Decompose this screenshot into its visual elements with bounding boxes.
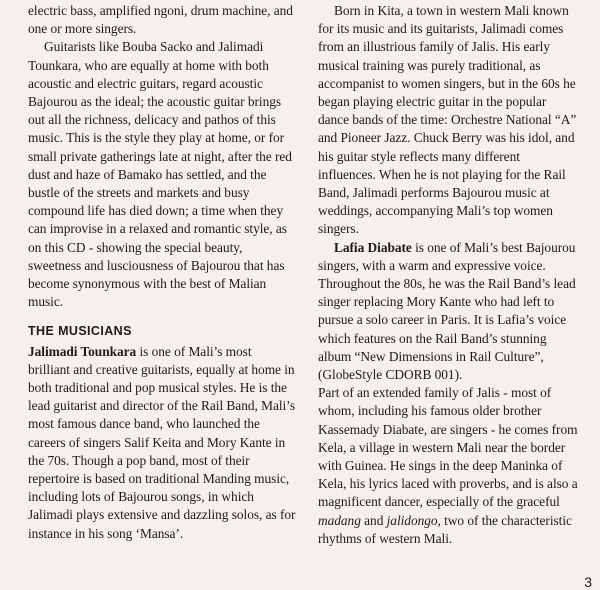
jalimadi-text: is one of Mali’s most brilliant and creative guitarists, equally at home in both traditional and pop musical styles. He is the lead guitarist and director of the Rail Band, Mali’s most famous dance band, who launched the careers of singers Salif Keita and Mory Kante in the 70s. Though a pop band, most of their repertoire is based on traditional Manding music, including lots of Bajourou songs, in which Jalimadi plays extensive and dazzling solos, as for instance in his song ‘Mansa’. (28, 343, 296, 541)
family-text-c: , two of the characteristic rhythms of western Mali. (318, 512, 572, 546)
rhythm-jalidongo: jalidongo (386, 512, 438, 528)
right-column (318, 2, 580, 548)
musician-name-jalimadi: Jalimadi Tounkara (28, 343, 137, 359)
lafia-text: is one of Mali’s best Bajourou singers, with a warm and expressive voice. Throughout the 80s, he was the Rail Band’s lead singer replacing Mory Kante who had left to pursue a solo career in Paris. It is Lafia’s voice which features on the Rail Band’s stunning album “New Dimensions in Rail Culture”, (GlobeStyle CDORB 001). (318, 239, 576, 383)
family-text-b: and (360, 512, 387, 528)
guitarists-paragraph: Guitarists like Bouba Sacko and Jalimadi Tounkara, who are equally at home with both acoustic and electric guitars, regard acoustic Bajourou as the ideal; the acoustic guitar brings out all the richness, delicacy and pathos of this music. This is the style they play at home, or for small private gatherings late at night, after the red dust and haze of Bamako has settled, and the bustle of the streets and markets and busy compound life has died down; a time when they can improvise in a relaxed and romantic style, as on this CD - showing the special beauty, sweetness and lusciousness of Bajourou that has become synonymous with the best of Malian music. (28, 39, 292, 310)
lafia-paragraph (318, 239, 580, 385)
family-text-a: Part of an extended family of Jalis - most of whom, including his famous older brother Kassemady Diabate, are singers - he comes from Kela, a village in western Mali near the border with Guinea. He sings in the deep Maninka of Kela, his lyrics laced with proverbs, and is also a magnificent dancer, especially of the graceful (318, 385, 578, 510)
jalimadi-paragraph (28, 343, 296, 543)
family-paragraph (318, 384, 580, 548)
section-heading-musicians: THE MUSICIANS (28, 324, 132, 339)
rhythm-madang: madang (318, 512, 361, 528)
left-column (28, 2, 296, 543)
musician-name-lafia: Lafia Diabate (334, 239, 412, 255)
intro-paragraph-continued: electric bass, amplified ngoni, drum machine, and one or more singers. (28, 3, 293, 37)
page-number: 3 (584, 574, 592, 590)
kita-paragraph: Born in Kita, a town in western Mali known for its music and its guitarists, Jalimadi comes from an illustrious family of Jalis. His early musical training was purely traditional, as accompanist to women singers, but in the 60s he began playing electric guitar in the popular dance bands of the time: Orchestre National “A” and Pioneer Jazz. Chuck Berry was his idol, and his guitar style reflects many different influences. When he is not playing for the Rail Band, Jalimadi performs Bajourou music at weddings, accompanying Mali’s top women singers. (318, 3, 577, 237)
